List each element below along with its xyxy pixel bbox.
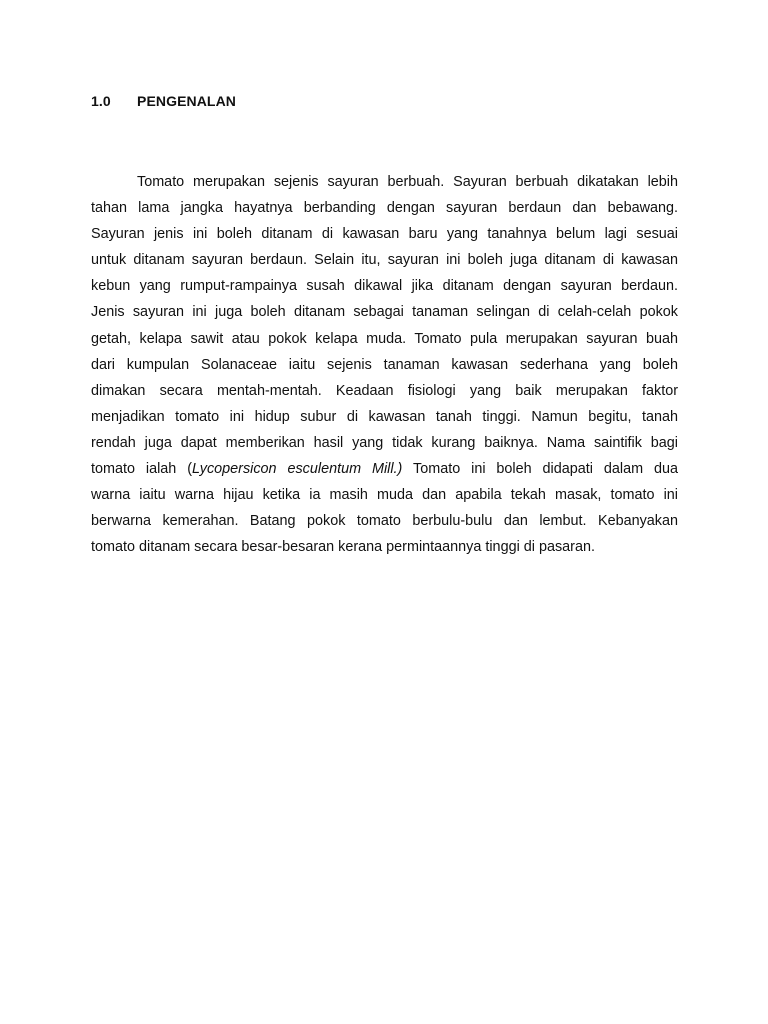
paragraph-line: getah, kelapa sawit atau pokok kelapa muda. Tomato pula merupakan sayuran buah [91,330,678,347]
section-number: 1.0 [91,93,111,109]
scientific-name: Lycopersicon esculentum Mill.) [192,461,403,478]
paragraph-line: dimakan secara mentah-mentah. Keadaan fisiologi yang baik merupakan faktor [91,382,678,399]
section-heading [91,93,236,109]
paragraph-line: Tomato merupakan sejenis sayuran berbuah. Sayuran berbuah dikatakan lebih [137,174,678,190]
paragraph-line: Jenis sayuran ini juga boleh ditanam sebagai tanaman selingan di celah-celah pokok [91,304,678,321]
line-text-before: tomato ialah ( [91,461,193,478]
section-title: PENGENALAN [137,93,237,109]
paragraph-line: berwarna kemerahan. Batang pokok tomato berbulu-bulu dan lembut. Kebanyakan [91,513,678,530]
paragraph-line: dari kumpulan Solanaceae iaitu sejenis tanaman kawasan sederhana yang boleh [91,356,678,373]
paragraph-line: warna iaitu warna hijau ketika ia masih muda dan apabila tekah masak, tomato ini [91,487,678,504]
paragraph-line: tomato ditanam secara besar-besaran kerana permintaannya tinggi di pasaran. [91,539,595,556]
introduction-paragraph [91,169,678,560]
paragraph-line: untuk ditanam sayuran berdaun. Selain itu, sayuran ini boleh juga ditanam di kawasan [91,252,678,269]
paragraph-line: Sayuran jenis ini boleh ditanam di kawasan baru yang tanahnya belum lagi sesuai [91,226,678,243]
paragraph-line: tahan lama jangka hayatnya berbanding dengan sayuran berdaun dan bebawang. [91,200,678,217]
line-text-after: Tomato ini boleh didapati dalam dua [402,461,678,478]
paragraph-line: menjadikan tomato ini hidup subur di kawasan tanah tinggi. Namun begitu, tanah [91,408,678,425]
paragraph-line: kebun yang rumput-rampainya susah dikawal jika ditanam dengan sayuran berdaun. [91,278,678,295]
paragraph-line: rendah juga dapat memberikan hasil yang tidak kurang baiknya. Nama saintifik bagi [91,434,678,451]
paragraph-line-scientific-name [91,456,678,482]
